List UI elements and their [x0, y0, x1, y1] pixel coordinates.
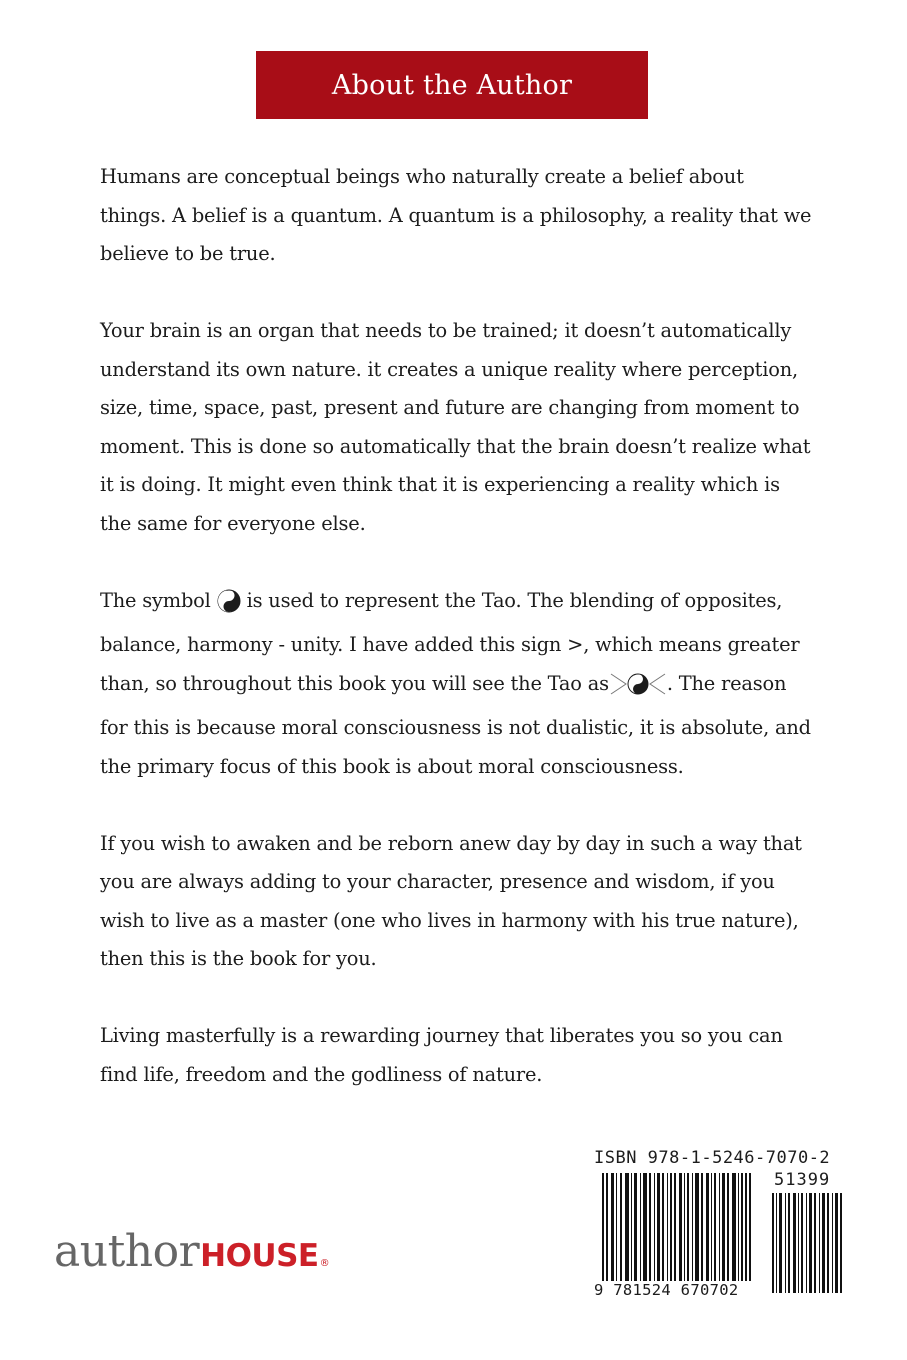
paragraph-3 — [100, 582, 812, 787]
paragraph-4: If you wish to awaken and be reborn anew day by day in such a way that you are always adding to your character, presence and wisdom, if you wish to live as a master (one who lives in harmony with his true nature), then this is the book for you. — [100, 831, 802, 970]
title-banner: About the Author — [256, 51, 648, 119]
yin-yang-icon — [217, 588, 241, 627]
paragraph-3-part-a: The symbol — [100, 588, 211, 612]
barcode-digits: 9 781524 670702 — [594, 1281, 759, 1299]
price-code-label: 51399 — [774, 1170, 831, 1190]
paragraph-2: Your brain is an organ that needs to be trained; it doesn’t automatically understand its own nature. it creates a unique reality where perception, size, time, space, past, present and future are changing from moment to moment. This is done so automatically that the brain doesn’t realize what it is doing. It might even think that it is experiencing a reality which is the same for everyone else. — [100, 319, 811, 535]
logo-house-text: HOUSE — [200, 1238, 319, 1274]
paragraph-3-part-c: . The reason for this is because moral consciousness is not dualistic, it is absolute, and the primary focus of this book is about moral consciousness. — [100, 671, 811, 778]
price-barcode-bars — [770, 1193, 846, 1293]
body-text — [100, 158, 812, 1133]
paragraph-3-part-b: is used to represent the Tao. The blending of opposites, balance, harmony - unity. I have added this sign >, which means greater than, so throughout this book you will see the Tao as — [100, 588, 800, 695]
tao-greater-than-icon — [609, 671, 667, 710]
paragraph-5: Living masterfully is a rewarding journey that liberates you so you can find life, freedom and the godliness of nature. — [100, 1024, 783, 1086]
registered-mark: ® — [319, 1258, 330, 1269]
isbn-label: ISBN 978-1-5246-7070-2 — [594, 1148, 831, 1168]
isbn-barcode — [594, 1149, 846, 1302]
publisher-logo — [54, 1226, 330, 1276]
paragraph-1: Humans are conceptual beings who naturally create a belief about things. A belief is a quantum. A quantum is a philosophy, a reality that we believe to be true. — [100, 165, 812, 265]
ean-barcode-bars — [594, 1173, 759, 1293]
logo-author-text: author — [54, 1226, 200, 1277]
